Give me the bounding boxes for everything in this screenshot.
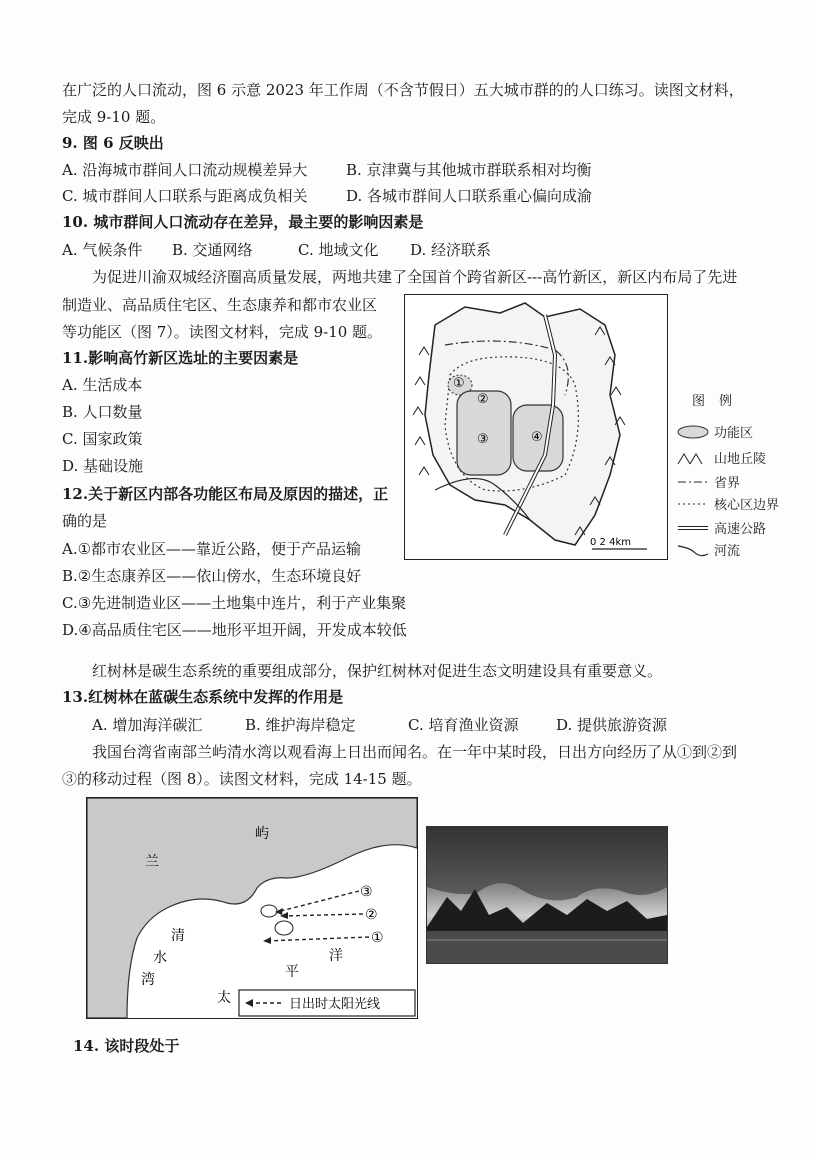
legend-label-functional-zone: 功能区 (714, 426, 754, 441)
scale-label: 0 2 4km (590, 537, 631, 548)
legend-row-highway (676, 518, 796, 540)
legend-row-core-boundary (676, 494, 796, 516)
q13-option-d[interactable]: D. 提供旅游资源 (556, 716, 668, 734)
legend-label-hills: 山地丘陵 (714, 452, 767, 467)
sunrise-marker-1: ① (371, 930, 384, 946)
q10-option-b[interactable]: B. 交通网络 (172, 241, 253, 259)
legend-row-hills (676, 448, 796, 470)
legend-label-core-boundary: 核心区边界 (714, 498, 780, 513)
q13-stem: 13.红树林在蓝碳生态系统中发挥的作用是 (62, 688, 344, 706)
legend-row-river (676, 540, 796, 562)
q12-option-a[interactable]: A.①都市农业区——靠近公路，便于产品运输 (62, 540, 362, 558)
legend-title: 图例 (692, 394, 747, 409)
legend-row-functional-zone (676, 422, 796, 444)
legend-label-river: 河流 (714, 544, 741, 559)
q12-stem-line-1: 12.关于新区内部各功能区布局及原因的描述，正 (62, 485, 389, 503)
q12-stem-line-2: 确的是 (62, 512, 108, 530)
q13-option-a[interactable]: A. 增加海洋碳汇 (92, 716, 203, 734)
label-wan: 湾 (141, 972, 155, 988)
q11-stem: 11.影响高竹新区选址的主要因素是 (62, 349, 299, 367)
rock-upper (261, 905, 277, 917)
marker-3: ③ (477, 432, 489, 447)
marker-2: ② (477, 392, 489, 407)
rock-lower (275, 921, 293, 935)
intro-line-2: 完成 9-10 题。 (62, 108, 166, 126)
q10-stem: 10. 城市群间人口流动存在差异，最主要的影响因素是 (62, 213, 424, 231)
marker-1: ① (453, 376, 465, 391)
legend-row-province-boundary (676, 472, 796, 494)
label-qing: 清 (171, 928, 185, 944)
passage4-line-2: ③的移动过程（图 8）。读图文材料，完成 14-15 题。 (62, 770, 422, 788)
label-yu: 屿 (255, 826, 269, 842)
intro-line-1: 在广泛的人口流动，图 6 示意 2023 年工作周（不含节假日）五大城市群的的人口练习。读图文材料， (62, 81, 744, 99)
sunrise-photo (426, 826, 668, 964)
label-yang: 洋 (329, 948, 343, 964)
q9-option-c[interactable]: C. 城市群间人口联系与距离成负相关 (62, 187, 308, 205)
q9-option-d[interactable]: D. 各城市群间人口联系重心偏向成渝 (346, 187, 593, 205)
q9-option-a[interactable]: A. 沿海城市群间人口流动规模差异大 (62, 161, 308, 179)
q10-option-a[interactable]: A. 气候条件 (62, 241, 143, 259)
q10-option-c[interactable]: C. 地域文化 (298, 241, 379, 259)
map8-legend-label: 日出时太阳光线 (289, 997, 381, 1012)
figure-7-map (404, 294, 668, 560)
legend-label-highway: 高速公路 (714, 522, 767, 537)
q11-option-d[interactable]: D. 基础设施 (62, 457, 144, 475)
q10-option-d[interactable]: D. 经济联系 (410, 241, 492, 259)
label-shui: 水 (153, 950, 167, 966)
figure-8-svg (87, 798, 417, 1018)
passage2-line-2: 制造业、高品质住宅区、生态康养和都市农业区 (62, 296, 378, 314)
q12-option-b[interactable]: B.②生态康养区——依山傍水，生态环境良好 (62, 567, 362, 585)
passage3-line-1: 红树林是碳生态系统的重要组成部分，保护红树林对促进生态文明建设具有重要意义。 (92, 662, 663, 680)
legend-label-province-boundary: 省界 (714, 476, 741, 491)
sunrise-marker-2: ② (365, 907, 378, 923)
q9-option-b[interactable]: B. 京津冀与其他城市群联系相对均衡 (346, 161, 592, 179)
q11-option-b[interactable]: B. 人口数量 (62, 403, 143, 421)
q9-stem: 9. 图 6 反映出 (62, 134, 164, 152)
figure-7-svg (405, 295, 667, 559)
label-tai: 太 (217, 990, 231, 1006)
q13-option-b[interactable]: B. 维护海岸稳定 (245, 716, 356, 734)
q11-option-a[interactable]: A. 生活成本 (62, 376, 143, 394)
passage2-line-3: 等功能区（图 7）。读图文材料，完成 9-10 题。 (62, 323, 383, 341)
q12-option-c[interactable]: C.③先进制造业区——土地集中连片，利于产业集聚 (62, 594, 407, 612)
label-lan: 兰 (145, 854, 159, 870)
sunrise-marker-3: ③ (360, 884, 373, 900)
q11-option-c[interactable]: C. 国家政策 (62, 430, 143, 448)
marker-4: ④ (531, 430, 543, 445)
q14-stem: 14. 该时段处于 (73, 1037, 180, 1055)
passage4-line-1: 我国台湾省南部兰屿清水湾以观看海上日出而闻名。在一年中某时段，日出方向经历了从①到②到 (92, 743, 738, 761)
q12-option-d[interactable]: D.④高品质住宅区——地形平坦开阔，开发成本较低 (62, 621, 407, 639)
q13-option-c[interactable]: C. 培育渔业资源 (408, 716, 519, 734)
label-ping: 平 (285, 964, 299, 980)
figure-8-map (86, 797, 418, 1019)
passage2-line-1: 为促进川渝双城经济圈高质量发展，两地共建了全国首个跨省新区---高竹新区，新区内布局了先进 (92, 268, 738, 286)
